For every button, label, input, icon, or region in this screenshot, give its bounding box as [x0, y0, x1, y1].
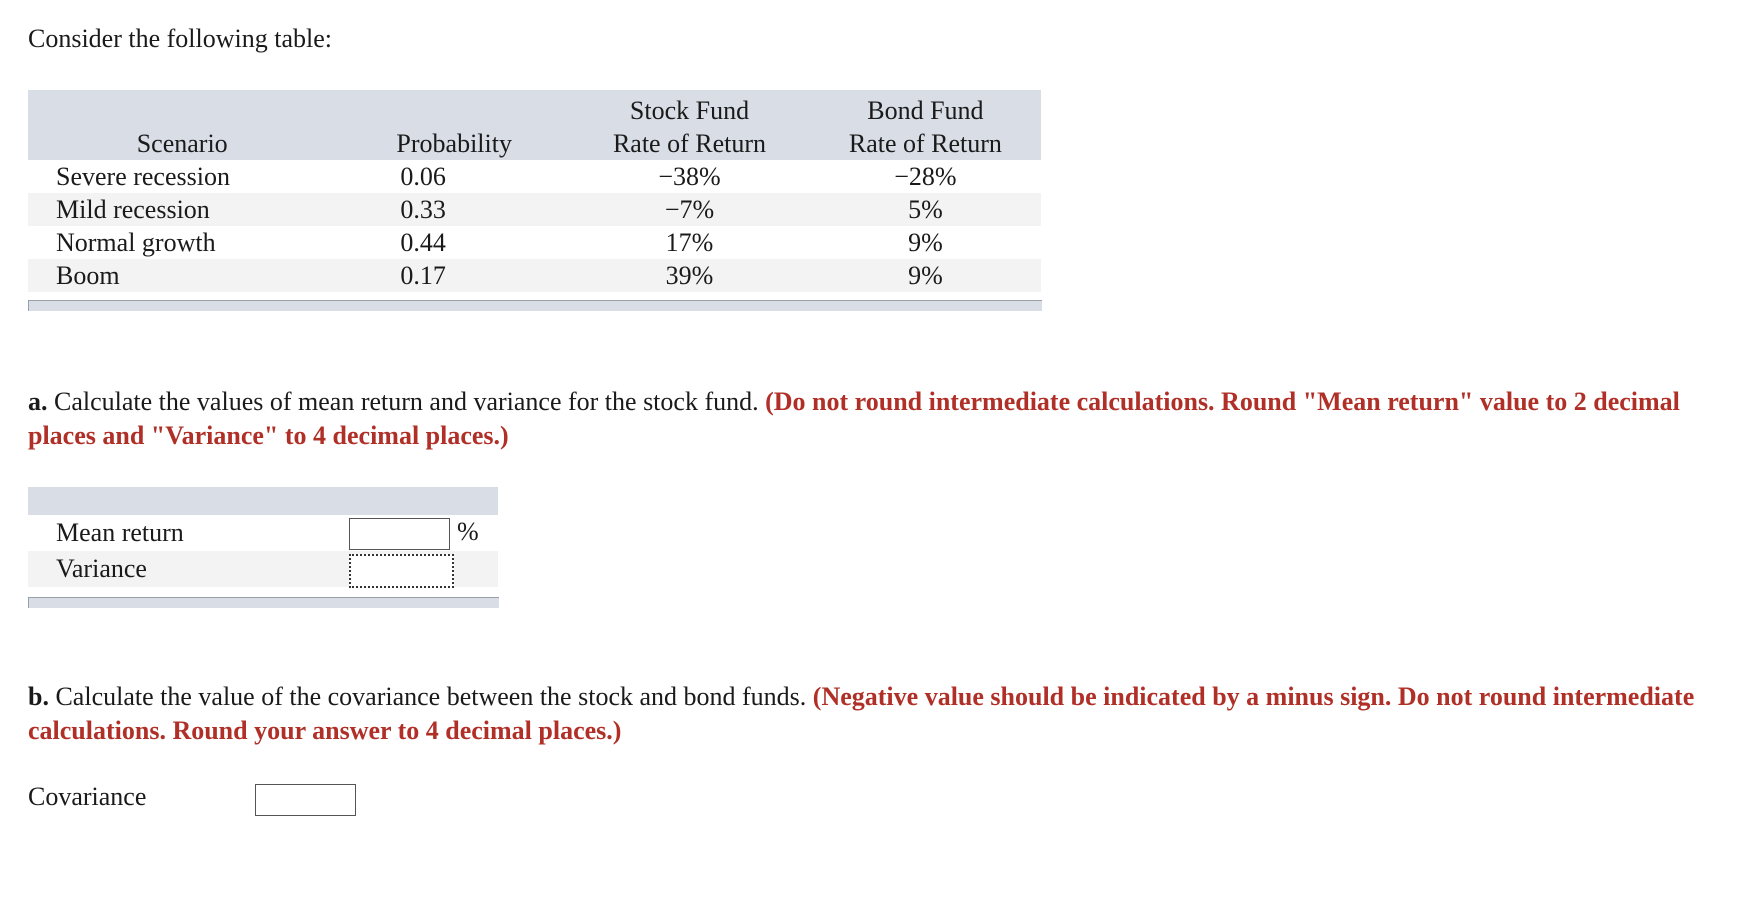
- mean-return-unit: %: [457, 517, 479, 546]
- header-bond-fund: Bond Fund Rate of Return: [810, 90, 1041, 160]
- question-a-text: Calculate the values of mean return and variance for the stock fund.: [47, 387, 766, 416]
- scenario-table: [28, 90, 1041, 292]
- intro-text: Consider the following table:: [28, 24, 333, 53]
- cell-bond-return: −28%: [810, 160, 1041, 193]
- cell-probability: 0.17: [336, 259, 569, 292]
- cell-probability: 0.06: [336, 160, 569, 193]
- covariance-label: Covariance: [28, 782, 147, 811]
- cell-scenario: Severe recession: [28, 160, 336, 193]
- table-row: [28, 160, 1041, 193]
- question-b-text: Calculate the value of the covariance between the stock and bond funds.: [48, 682, 813, 711]
- variance-input[interactable]: [349, 554, 454, 588]
- table-row: [28, 226, 1041, 259]
- question-a: [28, 385, 1728, 453]
- cell-bond-return: 5%: [810, 193, 1041, 226]
- cell-stock-return: −38%: [569, 160, 810, 193]
- header-scenario: Scenario: [28, 90, 336, 160]
- header-probability: Probability: [336, 90, 569, 160]
- question-a-letter: a.: [28, 387, 48, 416]
- table-footer-bar: [28, 300, 1042, 311]
- question-b-instructions: (Negative value should be indicated by a minus sign. Do not round intermediate calculations. Round your answer to 4 decimal places.): [28, 682, 1695, 745]
- cell-stock-return: 39%: [569, 259, 810, 292]
- variance-label: Variance: [56, 554, 147, 583]
- cell-scenario: Mild recession: [28, 193, 336, 226]
- cell-bond-return: 9%: [810, 259, 1041, 292]
- covariance-input[interactable]: [255, 784, 356, 816]
- header-stock-fund: Stock Fund Rate of Return: [569, 90, 810, 160]
- question-b-letter: b.: [28, 682, 49, 711]
- cell-bond-return: 9%: [810, 226, 1041, 259]
- table-row: [28, 259, 1041, 292]
- table-row: [28, 193, 1041, 226]
- cell-stock-return: −7%: [569, 193, 810, 226]
- cell-scenario: Boom: [28, 259, 336, 292]
- question-a-instructions: (Do not round intermediate calculations. Round "Mean return" value to 2 decimal places and "Variance" to 4 decimal places.): [28, 387, 1680, 450]
- question-b: [28, 680, 1728, 748]
- cell-scenario: Normal growth: [28, 226, 336, 259]
- mean-return-input[interactable]: [349, 518, 450, 550]
- table-header-row: [28, 90, 1041, 160]
- answer-table-footer: [28, 597, 499, 608]
- cell-probability: 0.33: [336, 193, 569, 226]
- answer-table-header: [28, 487, 498, 515]
- cell-stock-return: 17%: [569, 226, 810, 259]
- cell-probability: 0.44: [336, 226, 569, 259]
- mean-return-label: Mean return: [56, 518, 184, 547]
